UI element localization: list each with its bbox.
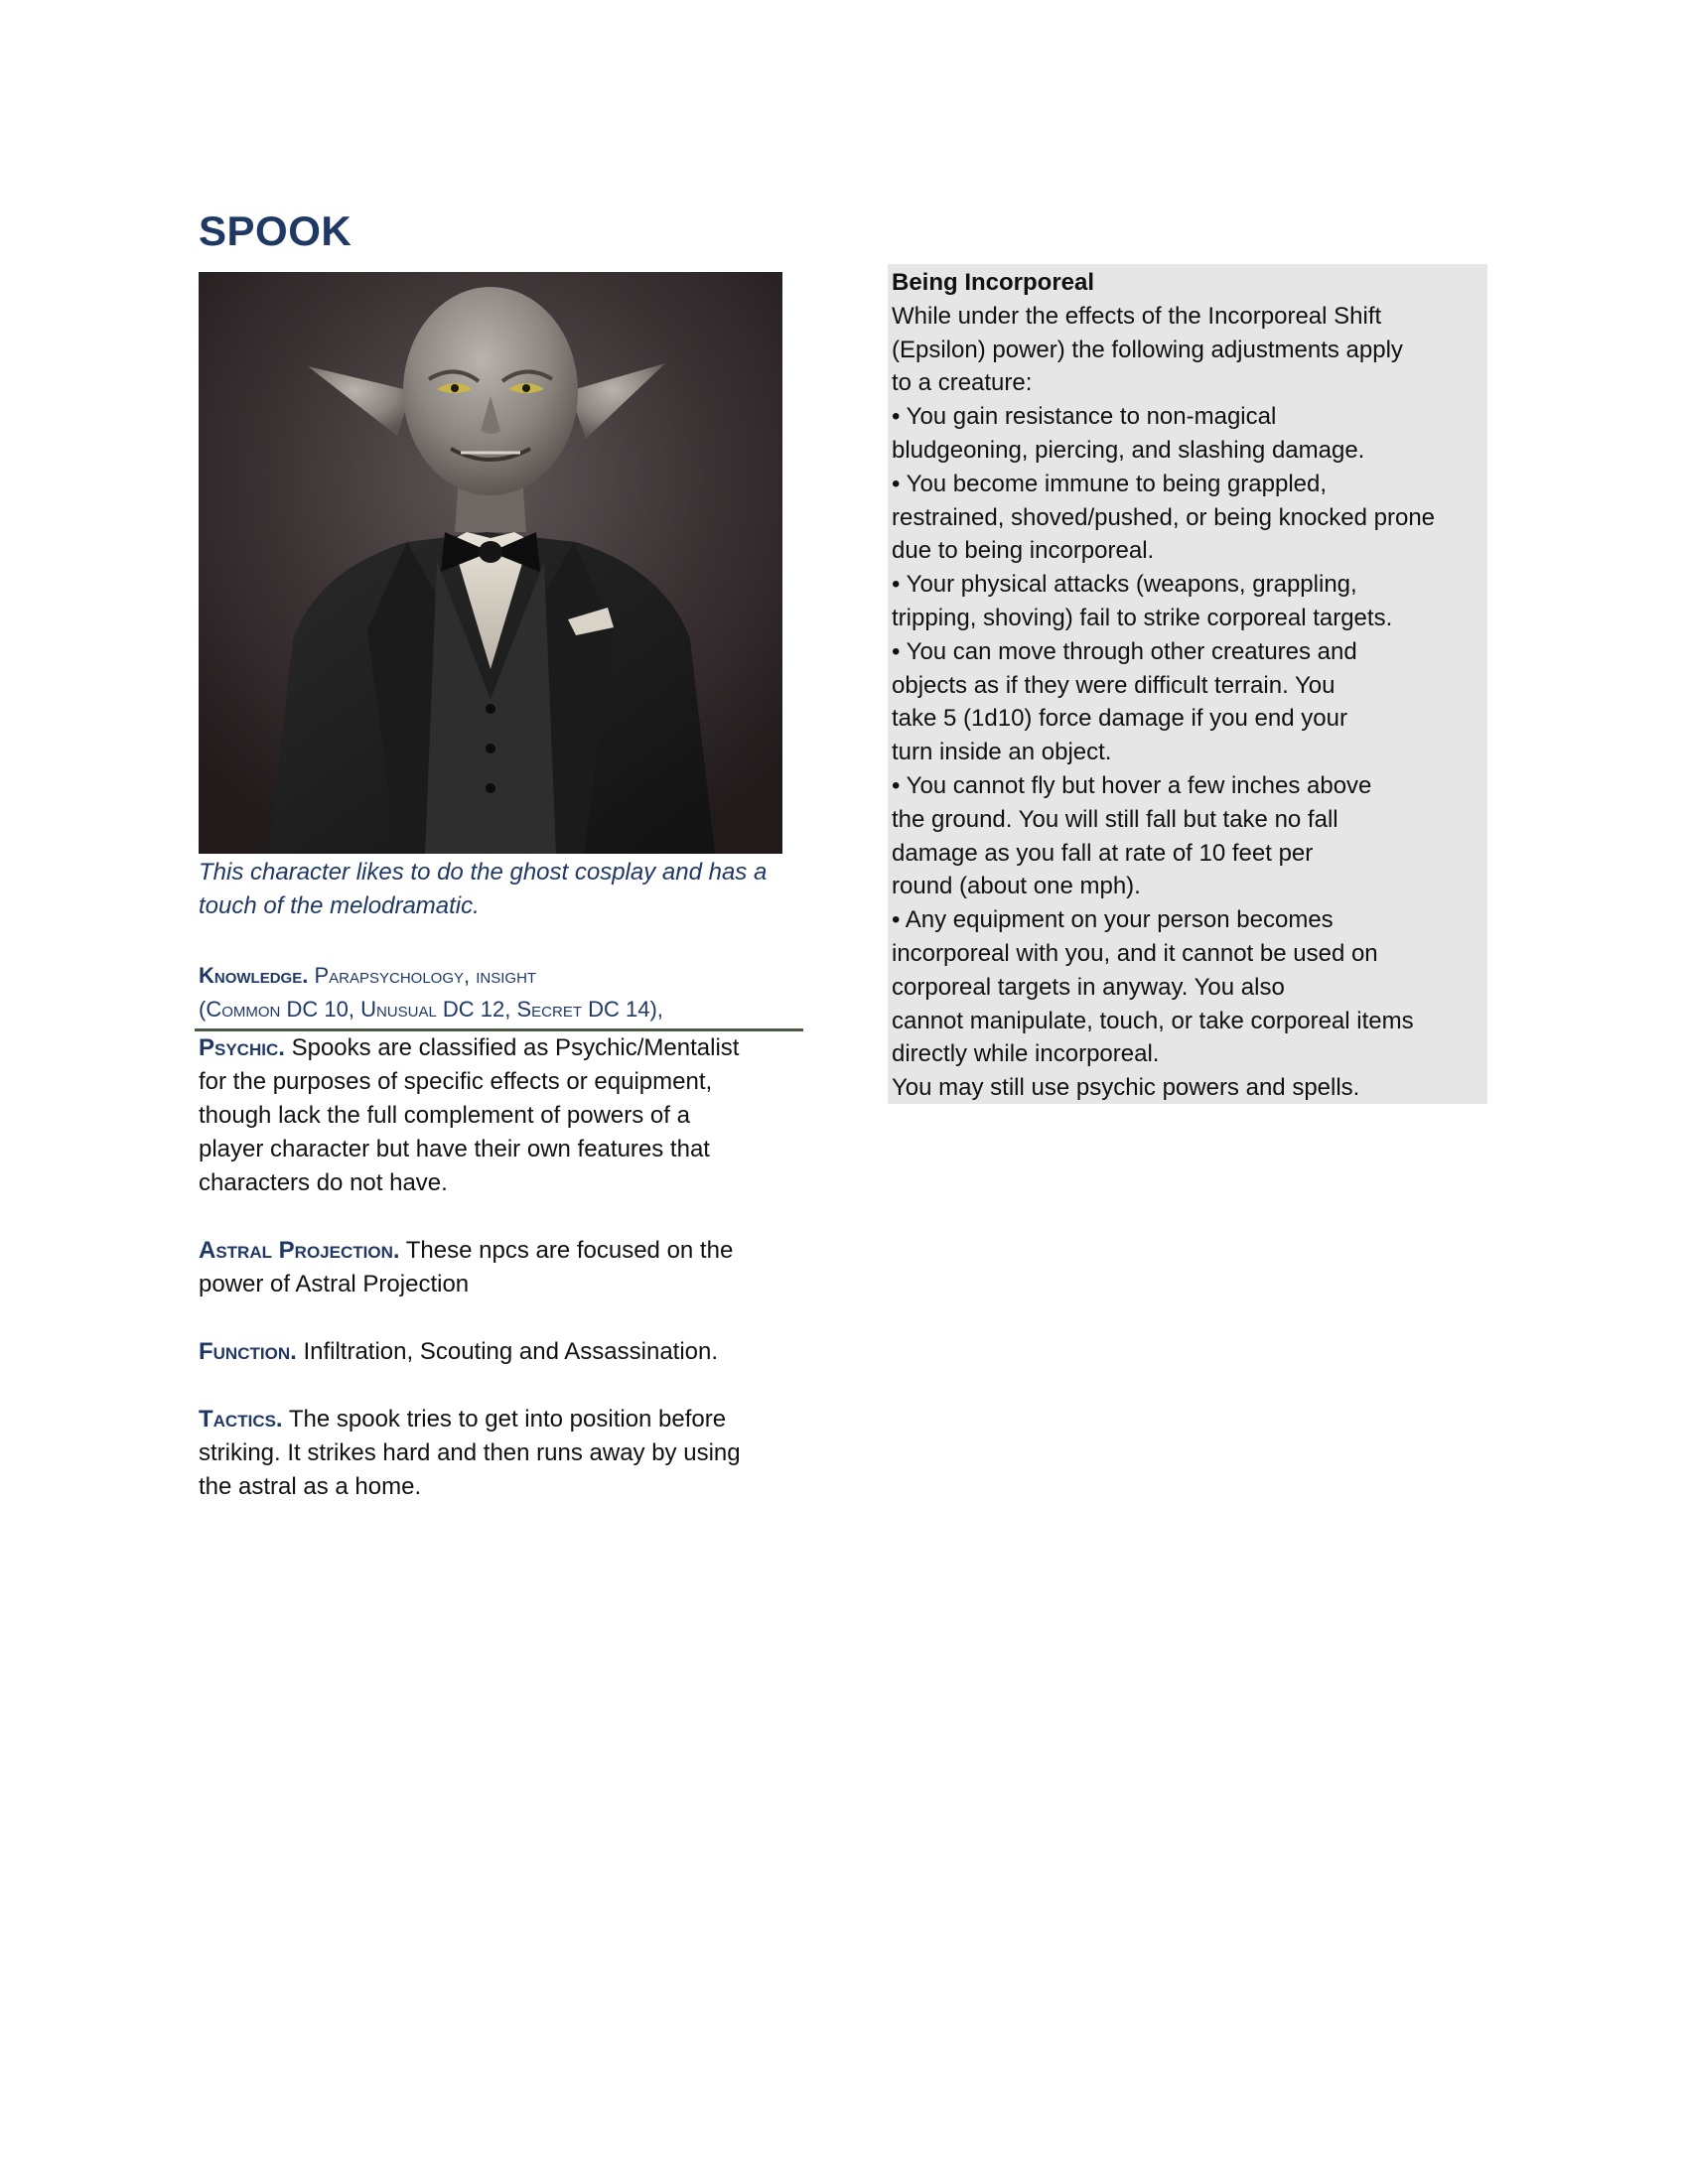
sidebar-line: You may still use psychic powers and spells. xyxy=(892,1074,1360,1102)
sidebar-line: • You cannot fly but hover a few inches above xyxy=(892,771,1372,799)
portrait-image xyxy=(199,272,782,854)
tactics-line: The spook tries to get into position before xyxy=(288,1406,727,1433)
sidebar-line: damage as you fall at rate of 10 feet per xyxy=(892,839,1314,867)
astral-section xyxy=(199,1234,799,1301)
tactics-line: striking. It strikes hard and then runs away by using xyxy=(199,1439,741,1466)
psychic-line: though lack the full complement of powers of a xyxy=(199,1102,690,1129)
function-label: Function. xyxy=(199,1338,297,1365)
sidebar-line: restrained, shoved/pushed, or being knocked prone xyxy=(892,503,1436,531)
sidebar-line: incorporeal with you, and it cannot be used on xyxy=(892,939,1378,967)
sidebar-line: due to being incorporeal. xyxy=(892,537,1155,565)
sidebar-line: tripping, shoving) fail to strike corporeal targets. xyxy=(892,604,1393,631)
incorporeal-sidebar xyxy=(888,264,1487,1104)
function-section xyxy=(199,1335,799,1369)
astral-label: Astral Projection. xyxy=(199,1237,400,1264)
goblin-in-tuxedo-portrait-icon xyxy=(199,272,782,854)
sidebar-lines xyxy=(892,300,1483,1105)
astral-line: These npcs are focused on the xyxy=(405,1237,734,1264)
sidebar-line: • You can move through other creatures and xyxy=(892,637,1357,665)
sidebar-line: round (about one mph). xyxy=(892,873,1141,900)
psychic-line: characters do not have. xyxy=(199,1169,448,1196)
caption-line: This character likes to do the ghost cosplay and has a xyxy=(199,859,768,886)
caption-line: touch of the melodramatic. xyxy=(199,892,480,919)
left-column xyxy=(199,959,799,1538)
sidebar-line: cannot manipulate, touch, or take corporeal items xyxy=(892,1007,1414,1034)
sidebar-title: Being Incorporeal xyxy=(892,269,1095,296)
sidebar-line: directly while incorporeal. xyxy=(892,1040,1160,1068)
sidebar-line: (Epsilon) power) the following adjustments apply xyxy=(892,336,1403,363)
tactics-section xyxy=(199,1403,799,1504)
astral-line: power of Astral Projection xyxy=(199,1271,470,1297)
sidebar-line: the ground. You will still fall but take no fall xyxy=(892,805,1338,833)
sidebar-line: While under the effects of the Incorporeal Shift xyxy=(892,302,1382,330)
page-title: SPOOK xyxy=(199,207,352,254)
sidebar-line: turn inside an object. xyxy=(892,739,1112,766)
tactics-line: the astral as a home. xyxy=(199,1473,422,1500)
psychic-line: for the purposes of specific effects or equipment, xyxy=(199,1068,713,1095)
psychic-section xyxy=(199,1031,799,1200)
sidebar-line: corporeal targets in anyway. You also xyxy=(892,973,1285,1001)
sidebar-line: • You gain resistance to non-magical xyxy=(892,403,1277,431)
psychic-label: Psychic. xyxy=(199,1034,285,1061)
knowledge-section xyxy=(195,959,803,1031)
sidebar-line: bludgeoning, piercing, and slashing damage. xyxy=(892,436,1365,464)
tactics-label: Tactics. xyxy=(199,1406,283,1433)
sidebar-line: to a creature: xyxy=(892,369,1033,397)
sidebar-line: objects as if they were difficult terrain. You xyxy=(892,671,1336,699)
sidebar-line: • Your physical attacks (weapons, grappling, xyxy=(892,571,1357,599)
sidebar-line: take 5 (1d10) force damage if you end your xyxy=(892,705,1347,733)
psychic-line: player character but have their own features that xyxy=(199,1136,710,1162)
psychic-line: Spooks are classified as Psychic/Mentalist xyxy=(291,1034,740,1061)
knowledge-line1: Parapsychology, insight xyxy=(314,963,537,988)
sidebar-line: • Any equipment on your person becomes xyxy=(892,906,1334,934)
portrait-caption xyxy=(199,856,804,923)
knowledge-line2: (Common DC 10, Unusual DC 12, Secret DC 14), xyxy=(199,997,663,1022)
knowledge-label: Knowledge. xyxy=(199,963,309,988)
sidebar-line: • You become immune to being grappled, xyxy=(892,470,1328,497)
function-text: Infiltration, Scouting and Assassination. xyxy=(303,1338,719,1365)
